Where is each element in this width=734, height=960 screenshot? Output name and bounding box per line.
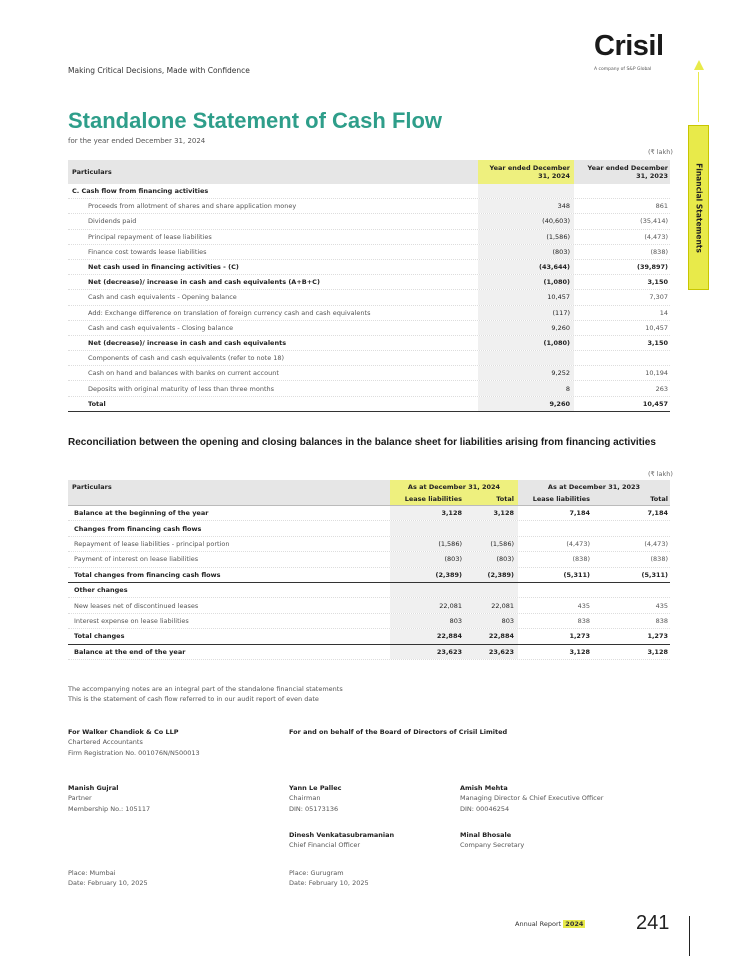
value-cell: 7,184 <box>647 509 668 518</box>
signatory-title: Managing Director & Chief Executive Officer <box>460 794 604 803</box>
value-cell: (5,311) <box>563 570 590 579</box>
board-block <box>289 727 507 737</box>
signatory-md <box>460 783 603 814</box>
value-prior: 7,307 <box>649 293 668 302</box>
table-row <box>68 568 670 583</box>
header-current-year: Year ended December 31, 2024 <box>478 160 574 184</box>
value-cell: 23,623 <box>390 645 466 659</box>
header-lease-liabilities: Lease liabilities <box>532 495 590 503</box>
table-row <box>68 397 670 412</box>
footer-year: 2024 <box>565 920 584 928</box>
table-row <box>68 552 670 567</box>
table-row <box>68 321 670 336</box>
value-cell: (4,473) <box>566 539 590 548</box>
row-label: Balance at the beginning of the year <box>74 509 209 518</box>
signatory-title: Chairman <box>289 794 321 803</box>
row-label: Net cash used in financing activities - (C) <box>88 263 239 272</box>
value-cell: (5,311) <box>641 570 668 579</box>
signatory-title: Partner <box>68 794 92 803</box>
table-header-groups <box>68 480 670 493</box>
signatory-name: Amish Mehta <box>460 784 508 792</box>
place-date-board <box>289 868 369 889</box>
value-current <box>478 351 574 365</box>
table-row <box>68 199 670 214</box>
row-label: Components of cash and cash equivalents (refer to note 18) <box>88 354 285 363</box>
value-cell: 838 <box>577 616 590 625</box>
row-label: Add: Exchange difference on translation of foreign currency cash and cash equivalents <box>88 308 371 317</box>
row-label: Net (decrease)/ increase in cash and cash equivalents (A+B+C) <box>88 278 320 287</box>
spacer-cell <box>478 184 574 198</box>
value-cell: 838 <box>655 616 668 625</box>
signatory-name: Yann Le Pallec <box>289 784 342 792</box>
value-cell: 3,128 <box>466 506 518 520</box>
row-label: Balance at the end of the year <box>74 647 186 656</box>
row-label: Finance cost towards lease liabilities <box>88 247 207 256</box>
footer-label <box>515 920 585 928</box>
section-tab-label: Financial Statements <box>694 162 703 253</box>
value-cell: (1,586) <box>390 537 466 551</box>
board-label: For and on behalf of the Board of Directors of Crisil Limited <box>289 728 508 736</box>
row-label: Deposits with original maturity of less than three months <box>88 384 274 393</box>
value-cell: (2,389) <box>466 568 518 582</box>
reconciliation-heading: Reconciliation between the opening and closing balances in the balance sheet for liabilities arising from financing activities <box>68 437 656 448</box>
value-cell: (838) <box>650 555 668 564</box>
table-row <box>68 366 670 381</box>
value-current: (1,080) <box>478 275 574 289</box>
table-row <box>68 336 670 351</box>
table-row <box>68 351 670 366</box>
place-date-auditor <box>68 868 148 889</box>
logo-subtext: A company of S&P Global <box>594 67 652 72</box>
row-label: Interest expense on lease liabilities <box>74 616 189 625</box>
table-header <box>68 160 670 184</box>
value-cell: 22,081 <box>390 598 466 612</box>
table-row <box>68 598 670 613</box>
table-row <box>68 260 670 275</box>
header-group-2024: As at December 31, 2024 <box>390 480 518 493</box>
reconciliation-table <box>68 480 670 660</box>
row-label: Principal repayment of lease liabilities <box>88 232 212 241</box>
signatory-id: DIN: 05173136 <box>289 804 339 813</box>
value-current: 9,260 <box>478 321 574 335</box>
value-cell <box>390 583 466 597</box>
row-label: Cash on hand and balances with banks on current account <box>88 369 279 378</box>
table-row <box>68 290 670 305</box>
table-row <box>68 506 670 521</box>
value-cell: 1,273 <box>569 632 590 641</box>
header-particulars: Particulars <box>72 168 112 176</box>
unit-label: (₹ lakh) <box>648 148 673 156</box>
value-cell: 3,128 <box>647 647 668 656</box>
tagline: Making Critical Decisions, Made with Confidence <box>68 66 250 75</box>
row-label: Changes from financing cash flows <box>74 524 202 533</box>
value-current: (40,603) <box>478 214 574 228</box>
footer-report: Annual Report <box>515 920 562 928</box>
table-row <box>68 583 670 598</box>
value-cell <box>466 521 518 535</box>
signatory-cs <box>460 830 524 851</box>
row-label: Dividends paid <box>88 217 137 226</box>
row-label: Payment of interest on lease liabilities <box>74 555 199 564</box>
table-row <box>68 645 670 660</box>
table-row <box>68 245 670 260</box>
value-current: (803) <box>478 245 574 259</box>
table-row <box>68 275 670 290</box>
date: Date: February 10, 2025 <box>68 879 148 888</box>
page-title: Standalone Statement of Cash Flow <box>68 108 443 133</box>
page-number: 241 <box>636 912 670 934</box>
place: Place: Gurugram <box>289 869 344 877</box>
value-prior: 14 <box>659 308 668 317</box>
auditor-block <box>68 727 200 758</box>
signatory-id: DIN: 00046254 <box>460 804 510 813</box>
header-group-2023: As at December 31, 2023 <box>547 482 641 491</box>
side-line <box>698 72 699 122</box>
table-row <box>68 629 670 644</box>
value-cell: 803 <box>466 614 518 628</box>
value-prior: (39,897) <box>636 263 668 272</box>
section-tab <box>688 125 709 290</box>
row-label: Cash and cash equivalents - Closing balance <box>88 323 234 332</box>
header-particulars: Particulars <box>72 482 112 491</box>
value-current: 9,260 <box>478 397 574 411</box>
value-cell: (803) <box>390 552 466 566</box>
table-row <box>68 614 670 629</box>
value-current: (1,080) <box>478 336 574 350</box>
signatory-name: Dinesh Venkatasubramanian <box>289 831 395 839</box>
value-cell: (4,473) <box>644 539 668 548</box>
value-current: 8 <box>478 381 574 395</box>
unit-label: (₹ lakh) <box>648 470 673 478</box>
header-prior-year: Year ended December 31, 2023 <box>587 163 668 180</box>
value-current: (43,644) <box>478 260 574 274</box>
auditor-reg: Firm Registration No. 001076N/N500013 <box>68 748 200 757</box>
row-label: Other changes <box>74 586 128 595</box>
table-row <box>68 537 670 552</box>
signatory-chairman <box>289 783 342 814</box>
note-line: The accompanying notes are an integral part of the standalone financial statements <box>68 685 343 693</box>
value-cell: 22,081 <box>466 598 518 612</box>
table-row <box>68 230 670 245</box>
value-cell: (2,389) <box>390 568 466 582</box>
signatory-title: Company Secretary <box>460 841 525 850</box>
row-label: New leases net of discontinued leases <box>74 601 199 610</box>
signatory-id: Membership No.: 105117 <box>68 804 151 813</box>
section-label: C. Cash flow from financing activities <box>72 187 209 196</box>
row-label: Net (decrease)/ increase in cash and cash equivalents <box>88 338 287 347</box>
value-cell: 3,128 <box>390 506 466 520</box>
auditor-type: Chartered Accountants <box>68 738 143 747</box>
signatory-partner <box>68 783 150 814</box>
table-row <box>68 306 670 321</box>
auditor-firm: For Walker Chandiok & Co LLP <box>68 728 179 736</box>
value-cell <box>466 583 518 597</box>
value-cell: (838) <box>572 555 590 564</box>
value-cell: 3,128 <box>569 647 590 656</box>
value-prior: 10,194 <box>645 369 668 378</box>
section-heading <box>68 184 670 199</box>
value-current: 348 <box>478 199 574 213</box>
cashflow-table <box>68 160 670 412</box>
notes <box>68 684 343 705</box>
value-prior: 3,150 <box>647 338 668 347</box>
value-prior: 3,150 <box>647 278 668 287</box>
value-prior: 10,457 <box>645 323 668 332</box>
value-current: 10,457 <box>478 290 574 304</box>
row-label: Cash and cash equivalents - Opening balance <box>88 293 237 302</box>
signatory-title: Chief Financial Officer <box>289 841 360 850</box>
date: Date: February 10, 2025 <box>289 879 369 888</box>
value-current: 9,252 <box>478 366 574 380</box>
value-cell: 435 <box>655 601 668 610</box>
row-label: Total changes <box>74 632 125 641</box>
value-cell: (803) <box>466 552 518 566</box>
note-line: This is the statement of cash flow referred to in our audit report of even date <box>68 695 319 704</box>
value-cell: 7,184 <box>569 509 590 518</box>
row-label: Proceeds from allotment of shares and share application money <box>88 202 297 211</box>
up-arrow-icon <box>694 60 704 70</box>
value-cell <box>390 521 466 535</box>
header-total: Total <box>466 493 518 505</box>
value-current: (117) <box>478 306 574 320</box>
table-row <box>68 214 670 229</box>
signatory-cfo <box>289 830 394 851</box>
header-total: Total <box>650 495 668 503</box>
signatory-name: Minal Bhosale <box>460 831 512 839</box>
value-current: (1,586) <box>478 230 574 244</box>
value-cell: 1,273 <box>647 632 668 641</box>
value-prior: (35,414) <box>640 217 668 226</box>
value-cell: 22,884 <box>390 629 466 643</box>
value-prior: 263 <box>655 384 668 393</box>
value-cell: 23,623 <box>466 645 518 659</box>
page-subtitle: for the year ended December 31, 2024 <box>68 137 206 145</box>
row-label: Repayment of lease liabilities - principal portion <box>74 539 230 548</box>
value-prior: (838) <box>650 247 668 256</box>
value-cell: 435 <box>577 601 590 610</box>
signatory-name: Manish Gujral <box>68 784 119 792</box>
value-prior: (4,473) <box>644 232 668 241</box>
table-row <box>68 521 670 536</box>
value-cell: (1,586) <box>466 537 518 551</box>
table-row <box>68 381 670 396</box>
header-lease-liabilities: Lease liabilities <box>390 493 466 505</box>
value-cell: 22,884 <box>466 629 518 643</box>
value-cell: 803 <box>390 614 466 628</box>
row-label: Total changes from financing cash flows <box>74 570 221 579</box>
place: Place: Mumbai <box>68 869 116 877</box>
table-header-sub <box>68 493 670 506</box>
value-prior: 861 <box>655 202 668 211</box>
company-logo: Crisil <box>594 30 664 62</box>
footer-divider <box>689 916 690 956</box>
value-prior: 10,457 <box>642 399 668 408</box>
row-label: Total <box>88 399 106 408</box>
